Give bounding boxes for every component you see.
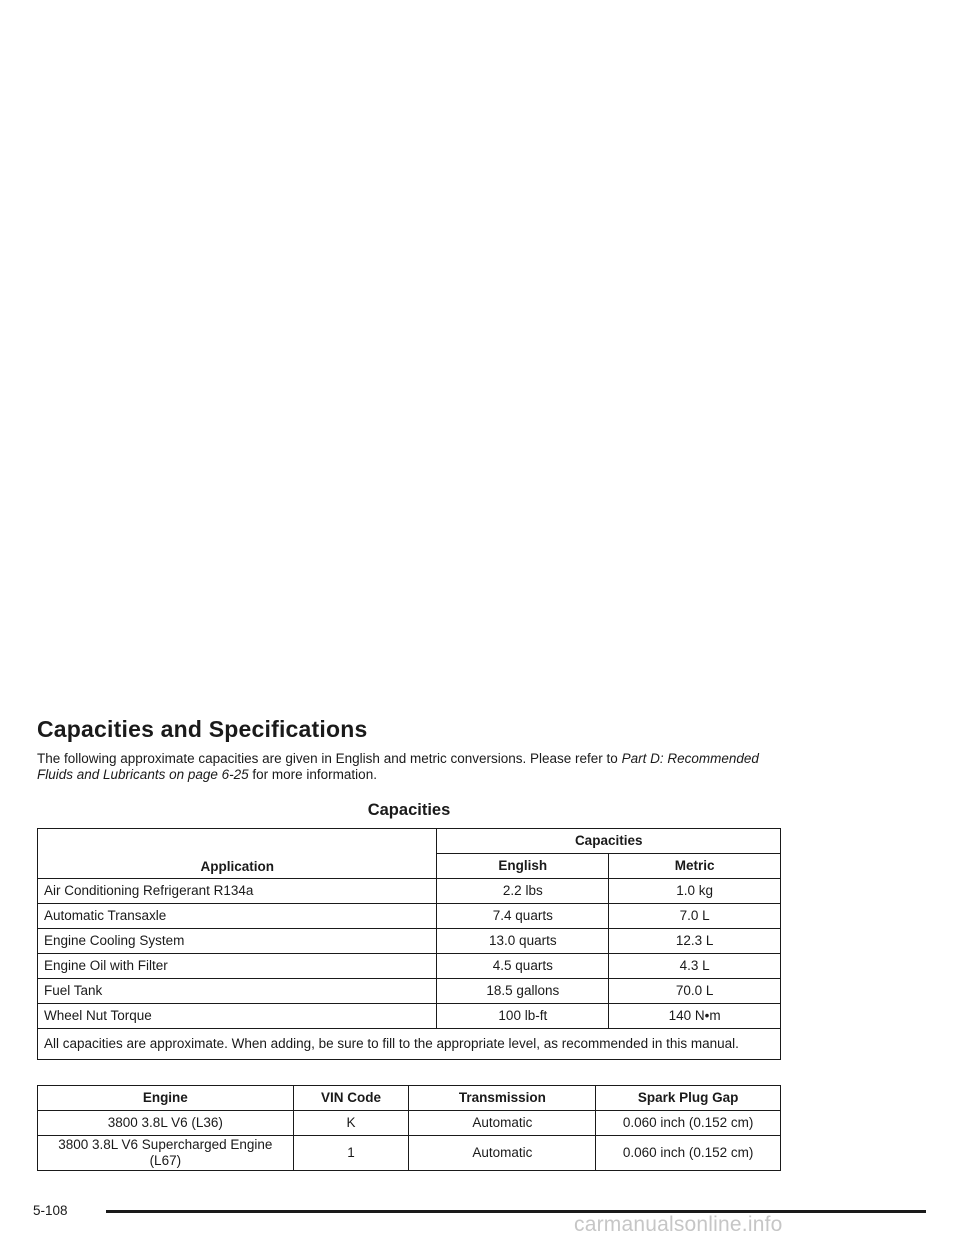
cell-application: Automatic Transaxle: [38, 904, 437, 929]
cell-vin-code: K: [293, 1111, 409, 1136]
table-row: [38, 879, 781, 904]
intro-text-before: The following approximate capacities are given in English and metric conversions. Please refer to: [37, 751, 622, 766]
header-vin-code: VIN Code: [293, 1086, 409, 1111]
cell-application: Fuel Tank: [38, 979, 437, 1004]
cell-metric: 12.3 L: [609, 929, 781, 954]
cell-english: 100 lb-ft: [437, 1004, 609, 1029]
capacities-note: All capacities are approximate. When adding, be sure to fill to the appropriate level, as recommended in this manual.: [38, 1029, 781, 1060]
page-title: Capacities and Specifications: [37, 716, 368, 742]
intro-reference-link[interactable]: Part D: Recommended Fluids and Lubricants on page 6-25: [37, 751, 759, 782]
header-english: English: [437, 854, 609, 879]
cell-engine: 3800 3.8L V6 Supercharged Engine (L67): [38, 1136, 294, 1171]
cell-metric: 70.0 L: [609, 979, 781, 1004]
intro-text-after: for more information.: [248, 767, 377, 782]
cell-english: 4.5 quarts: [437, 954, 609, 979]
watermark-site: carmanualsonline.info: [574, 1213, 783, 1236]
cell-english: 2.2 lbs: [437, 879, 609, 904]
header-metric: Metric: [609, 854, 781, 879]
page-number: 5-108: [33, 1203, 68, 1218]
capacities-section: [37, 715, 781, 1171]
cell-spark-plug-gap: 0.060 inch (0.152 cm): [596, 1136, 781, 1171]
cell-application: Engine Oil with Filter: [38, 954, 437, 979]
header-capacities-group: Capacities: [437, 829, 781, 854]
header-spark-plug-gap: Spark Plug Gap: [596, 1086, 781, 1111]
table-row: [38, 1111, 781, 1136]
cell-engine: 3800 3.8L V6 (L36): [38, 1111, 294, 1136]
header-application: Application: [38, 829, 437, 879]
engine-specs-table: [37, 1085, 781, 1171]
cell-english: 13.0 quarts: [437, 929, 609, 954]
cell-spark-plug-gap: 0.060 inch (0.152 cm): [596, 1111, 781, 1136]
intro-paragraph: [37, 751, 781, 783]
cell-transmission: Automatic: [409, 1136, 596, 1171]
header-engine: Engine: [38, 1086, 294, 1111]
cell-application: Air Conditioning Refrigerant R134a: [38, 879, 437, 904]
table-row: [38, 954, 781, 979]
cell-metric: 1.0 kg: [609, 879, 781, 904]
table-note-row: [38, 1029, 781, 1060]
capacities-table-title: Capacities: [367, 801, 451, 819]
page-footer: [33, 1203, 926, 1218]
cell-metric: 4.3 L: [609, 954, 781, 979]
header-transmission: Transmission: [409, 1086, 596, 1111]
cell-application: Engine Cooling System: [38, 929, 437, 954]
cell-vin-code: 1: [293, 1136, 409, 1171]
table-row: [38, 979, 781, 1004]
table-row: [38, 904, 781, 929]
cell-transmission: Automatic: [409, 1111, 596, 1136]
cell-english: 18.5 gallons: [437, 979, 609, 1004]
table-row: [38, 1136, 781, 1171]
table-header-row: [38, 829, 781, 854]
cell-metric: 7.0 L: [609, 904, 781, 929]
cell-metric: 140 N•m: [609, 1004, 781, 1029]
table-header-row: [38, 1086, 781, 1111]
table-row: [38, 929, 781, 954]
footer-rule: [106, 1210, 926, 1213]
cell-application: Wheel Nut Torque: [38, 1004, 437, 1029]
cell-english: 7.4 quarts: [437, 904, 609, 929]
table-row: [38, 1004, 781, 1029]
capacities-table: [37, 828, 781, 1060]
